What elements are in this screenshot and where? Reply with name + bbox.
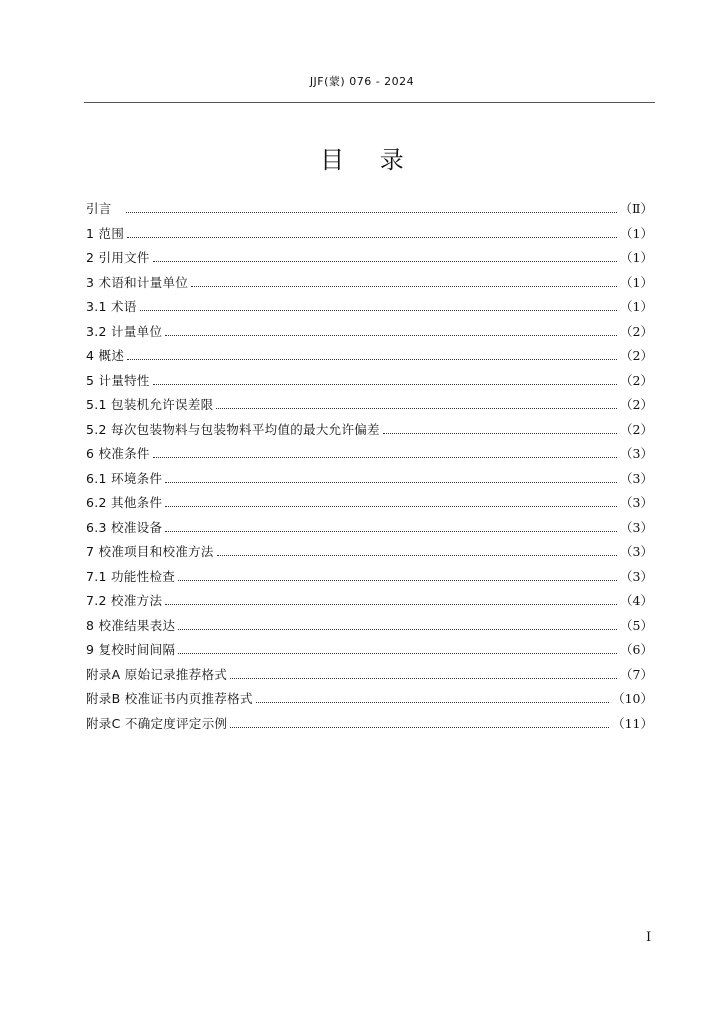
page-title: 目 录 xyxy=(320,146,418,174)
toc-entry[interactable] xyxy=(86,395,653,420)
toc-entry-page: （2） xyxy=(620,421,653,437)
toc-dot-leader xyxy=(256,702,609,703)
toc-entry-title: 5.2 每次包装物料与包装物料平均值的最大允许偏差 xyxy=(86,421,380,437)
toc-entry-title: 9 复校时间间隔 xyxy=(86,642,176,657)
toc-entry-title: 3 术语和计量单位 xyxy=(86,274,189,290)
page-number: I xyxy=(646,930,652,945)
toc-entry-title: 5.1 包装机允许误差限 xyxy=(86,397,214,412)
toc-entry-page: （1） xyxy=(620,225,653,241)
toc-entry-title: 附录C 不确定度评定示例 xyxy=(86,715,228,731)
toc-dot-leader xyxy=(178,653,617,654)
toc-entry[interactable] xyxy=(86,591,653,616)
toc-entry[interactable] xyxy=(86,689,653,714)
toc-entry-page: （3） xyxy=(620,446,653,461)
toc-entry[interactable] xyxy=(86,371,653,396)
toc-entry-page: （2） xyxy=(620,397,653,412)
toc-dot-leader xyxy=(153,457,617,458)
toc-entry-title: 3.2 计量单位 xyxy=(86,323,163,339)
toc-entry-page: （1） xyxy=(620,250,653,265)
toc-entry-page: （5） xyxy=(620,617,653,633)
toc-entry-title: 8 校准结果表达 xyxy=(86,617,176,633)
toc-entry[interactable] xyxy=(86,542,653,567)
toc-entry-title: 7.1 功能性检查 xyxy=(86,568,176,584)
toc-entry-title: 1 范围 xyxy=(86,225,125,241)
toc-entry[interactable] xyxy=(86,420,653,445)
toc-entry-title: 6.3 校准设备 xyxy=(86,519,163,535)
toc-dot-leader xyxy=(217,555,617,556)
toc-dot-leader xyxy=(165,531,617,532)
toc-entry-page: （7） xyxy=(620,666,653,682)
toc-entry-page: （2） xyxy=(620,372,653,388)
toc-dot-leader xyxy=(165,482,617,483)
toc-entry-page: （11） xyxy=(612,715,653,731)
toc-dot-leader xyxy=(230,727,609,728)
toc-entry-title: 附录A 原始记录推荐格式 xyxy=(86,666,228,682)
toc-entry-title: 附录B 校准证书内页推荐格式 xyxy=(86,691,253,706)
toc-entry-title: 2 引用文件 xyxy=(86,250,150,265)
toc-entry-page: （3） xyxy=(620,519,653,535)
toc-entry[interactable] xyxy=(86,714,653,739)
toc-entry[interactable] xyxy=(86,248,653,273)
toc-dot-leader xyxy=(191,286,617,287)
toc-entry-title: 5 计量特性 xyxy=(86,372,150,388)
toc-entry[interactable] xyxy=(86,469,653,494)
toc-entry-title: 7 校准项目和校准方法 xyxy=(86,544,214,559)
toc-entry-page: （2） xyxy=(620,323,653,339)
toc-dot-leader xyxy=(165,604,617,605)
toc-dot-leader xyxy=(140,310,617,311)
toc-entry-page: （2） xyxy=(620,348,653,363)
toc-entry-page: （10） xyxy=(612,691,653,706)
toc-entry[interactable] xyxy=(86,322,653,347)
toc-dot-leader xyxy=(216,408,617,409)
toc-entry-title: 引言 xyxy=(86,201,112,216)
toc-entry-title: 6.2 其他条件 xyxy=(86,495,163,510)
toc-entry-page: （3） xyxy=(620,568,653,584)
toc-dot-leader xyxy=(153,261,617,262)
toc-entry-page: （3） xyxy=(620,544,653,559)
toc-entry-page: （3） xyxy=(620,495,653,510)
running-header: JJF(蒙) 076 - 2024 xyxy=(309,75,415,88)
toc-dot-leader xyxy=(230,678,617,679)
toc-dot-leader xyxy=(165,506,617,507)
toc-dot-leader xyxy=(383,433,617,434)
toc-entry-page: （6） xyxy=(620,642,653,657)
toc-dot-leader xyxy=(153,384,617,385)
toc-dot-leader xyxy=(127,237,617,238)
toc-entry-title: 7.2 校准方法 xyxy=(86,593,163,608)
toc-entry[interactable] xyxy=(86,297,653,322)
toc-dot-leader xyxy=(178,629,617,630)
toc-entry[interactable] xyxy=(86,616,653,641)
toc-entry-page: （3） xyxy=(620,470,653,486)
toc-entry-page: （4） xyxy=(620,593,653,608)
table-of-contents xyxy=(86,199,653,738)
header-rule xyxy=(84,102,655,103)
toc-entry-title: 6.1 环境条件 xyxy=(86,470,163,486)
toc-entry[interactable] xyxy=(86,518,653,543)
toc-entry[interactable] xyxy=(86,346,653,371)
toc-entry-page: （1） xyxy=(620,299,653,314)
toc-entry-title: 4 概述 xyxy=(86,348,125,363)
toc-dot-leader xyxy=(126,212,617,213)
toc-entry[interactable] xyxy=(86,640,653,665)
toc-entry-title: 3.1 术语 xyxy=(86,299,137,314)
toc-entry[interactable] xyxy=(86,199,653,224)
toc-entry-page: （1） xyxy=(620,274,653,290)
toc-dot-leader xyxy=(127,359,617,360)
toc-entry[interactable] xyxy=(86,444,653,469)
toc-entry-page: （Ⅱ） xyxy=(619,201,653,216)
toc-entry-title: 6 校准条件 xyxy=(86,446,150,461)
toc-entry[interactable] xyxy=(86,567,653,592)
toc-entry[interactable] xyxy=(86,273,653,298)
toc-entry[interactable] xyxy=(86,224,653,249)
toc-entry[interactable] xyxy=(86,493,653,518)
toc-dot-leader xyxy=(165,335,617,336)
toc-entry[interactable] xyxy=(86,665,653,690)
toc-dot-leader xyxy=(178,580,617,581)
